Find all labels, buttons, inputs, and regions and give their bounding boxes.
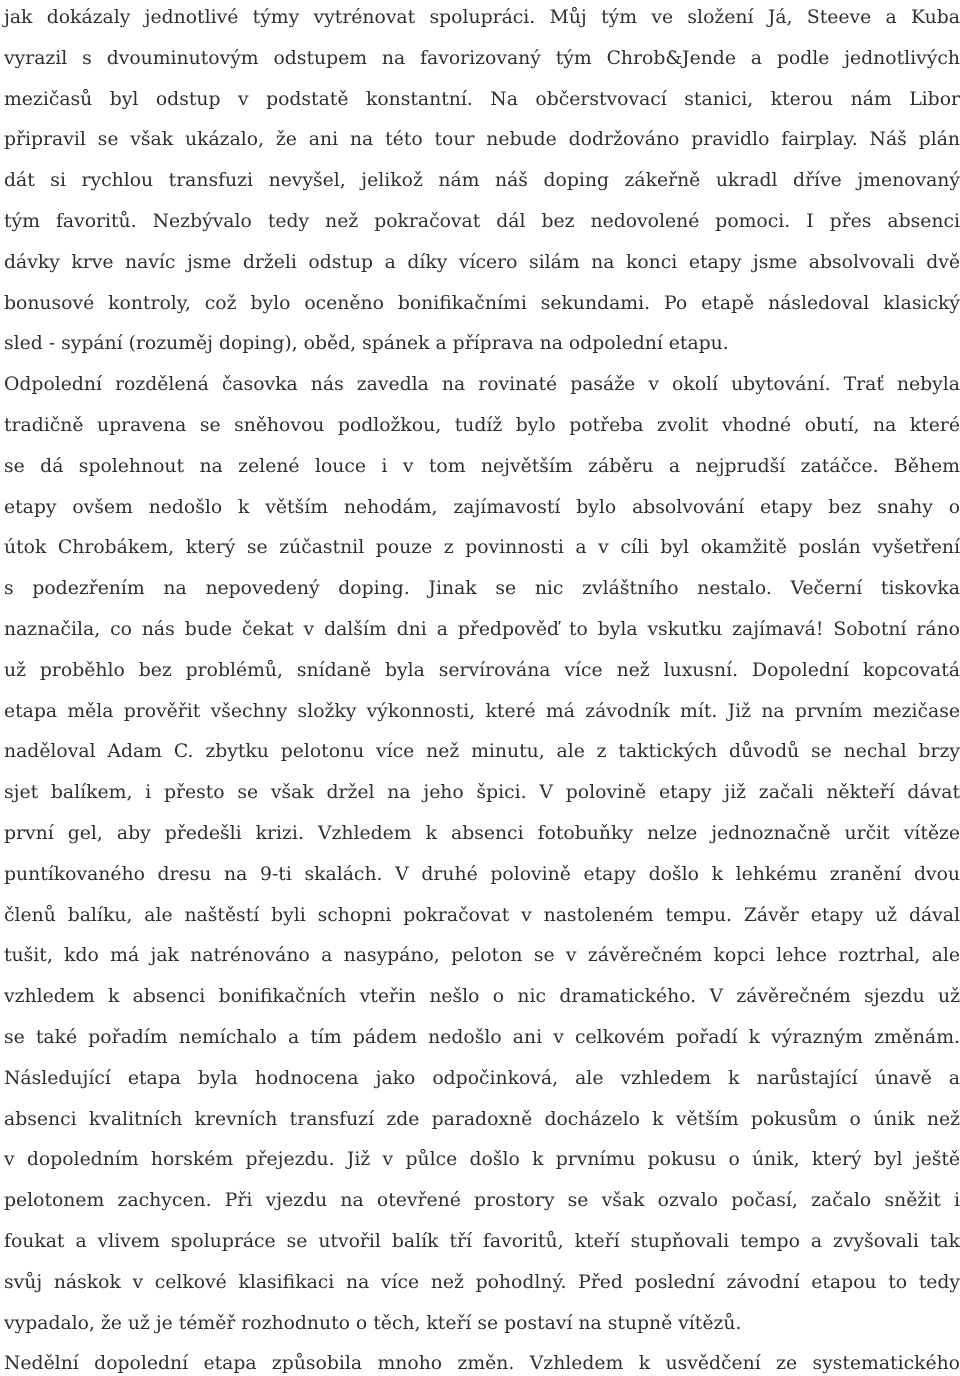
text-line: etapa měla prověřit všechny složky výkonnosti, které má závodník mít. Již na prvním mezičase xyxy=(4,700,960,722)
text-line: vyrazil s dvouminutovým odstupem na favorizovaný tým Chrob&Jende a podle jednotlivých xyxy=(4,47,960,69)
text-line: vzhledem k absenci bonifikačních vteřin nešlo o nic dramatického. V závěrečném sjezdu už xyxy=(4,986,960,1008)
text-line: puntíkovaného dresu na 9-ti skalách. V druhé polovině etapy došlo k lehkému zranění dvou xyxy=(4,863,960,885)
text-line: vypadalo, že už je téměř rozhodnuto o těch, kteří se postaví na stupně vítězů. xyxy=(4,1312,742,1334)
text-line: etapy ovšem nedošlo k větším nehodám, zajímavostí bylo absolvování etapy bez snahy o xyxy=(4,496,960,518)
text-line: Odpolední rozdělená časovka nás zavedla na rovinaté pasáže v okolí ubytování. Trať nebyla xyxy=(4,374,960,396)
text-line: už proběhlo bez problémů, snídaně byla servírována více než luxusní. Dopolední kopcovatá xyxy=(4,659,960,681)
text-line: sled - sypání (rozuměj doping), oběd, spánek a příprava na odpolední etapu. xyxy=(4,333,729,355)
text-line: sjet balíkem, i přesto se však držel na jeho špici. V polovině etapy již začali někteří dávat xyxy=(4,782,960,804)
text-line: tým favoritů. Nezbývalo tedy než pokračovat dál bez nedovolené pomoci. I přes absenci xyxy=(4,210,960,232)
text-line: Následující etapa byla hodnocena jako odpočinková, ale vzhledem k narůstající únavě a xyxy=(4,1067,960,1089)
text-line: útok Chrobákem, který se zúčastnil pouze z povinnosti a v cíli byl okamžitě poslán vyšetření xyxy=(4,537,960,559)
text-line: naděloval Adam C. zbytku pelotonu více než minutu, ale z taktických důvodů se nechal brzy xyxy=(4,741,960,763)
text-line: dát si rychlou transfuzi nevyšel, jelikož nám náš doping zákeřně ukradl dříve jmenovaný xyxy=(4,170,960,192)
text-line: připravil se však ukázalo, že ani na této tour nebude dodržováno pravidlo fairplay. Náš plán xyxy=(4,129,960,151)
text-line: pelotonem zachycen. Při vjezdu na otevřené prostory se však ozvalo počasí, začalo sněžit i xyxy=(4,1190,960,1212)
text-line: naznačila, co nás bude čekat v dalším dni a předpověď to byla vskutku zajímavá! Sobotní ráno xyxy=(4,618,960,640)
text-line: tušit, kdo má jak natrénováno a nasypáno, peloton se v závěrečném kopci lehce roztrhal, ale xyxy=(4,945,960,967)
text-line: tradičně upravena se sněhovou podložkou, tudíž bylo potřeba zvolit vhodné obutí, na které xyxy=(4,414,960,436)
text-line: s podezřením na nepovedený doping. Jinak se nic zvláštního nestalo. Večerní tiskovka xyxy=(4,578,960,600)
text-line: jak dokázaly jednotlivé týmy vytrénovat spolupráci. Můj tým ve složení Já, Steeve a Kuba xyxy=(4,7,960,28)
text-line: dávky krve navíc jsme drželi odstup a díky vícero silám na konci etapy jsme absolvovali dvě xyxy=(4,251,960,273)
text-line: Nedělní dopolední etapa způsobila mnoho změn. Vzhledem k usvědčení ze systematického xyxy=(4,1353,960,1375)
text-line: foukat a vlivem spolupráce se utvořil balík tří favoritů, kteří stupňovali tempo a zvyšovali tak xyxy=(4,1230,960,1252)
body-text xyxy=(4,0,960,1376)
text-line: členů balíku, ale naštěstí byli schopni pokračovat v nastoleném tempu. Závěr etapy už dával xyxy=(4,904,960,926)
text-line: první gel, aby předešli krizi. Vzhledem k absenci fotobuňky nelze jednoznačně určit vítěze xyxy=(4,822,960,844)
text-line: mezičasů byl odstup v podstatě konstantní. Na občerstvovací stanici, kterou nám Libor xyxy=(4,88,960,110)
text-line: v dopoledním horském přejezdu. Již v půlce došlo k prvnímu pokusu o únik, který byl ještě xyxy=(4,1149,960,1171)
text-line: svůj náskok v celkové klasifikaci na více než pohodlný. Před poslední závodní etapou to tedy xyxy=(4,1271,960,1293)
text-line: se dá spolehnout na zelené louce i v tom největším záběru a nejprudší zatáčce. Během xyxy=(4,455,960,477)
text-line: se také pořadím nemíchalo a tím pádem nedošlo ani v celkovém pořadí k výrazným změnám. xyxy=(4,1026,960,1048)
text-line: bonusové kontroly, což bylo oceněno bonifikačními sekundami. Po etapě následoval klasický xyxy=(4,292,960,314)
text-line: absenci kvalitních krevních transfuzí zde paradoxně docházelo k větším pokusům o únik než xyxy=(4,1108,960,1130)
